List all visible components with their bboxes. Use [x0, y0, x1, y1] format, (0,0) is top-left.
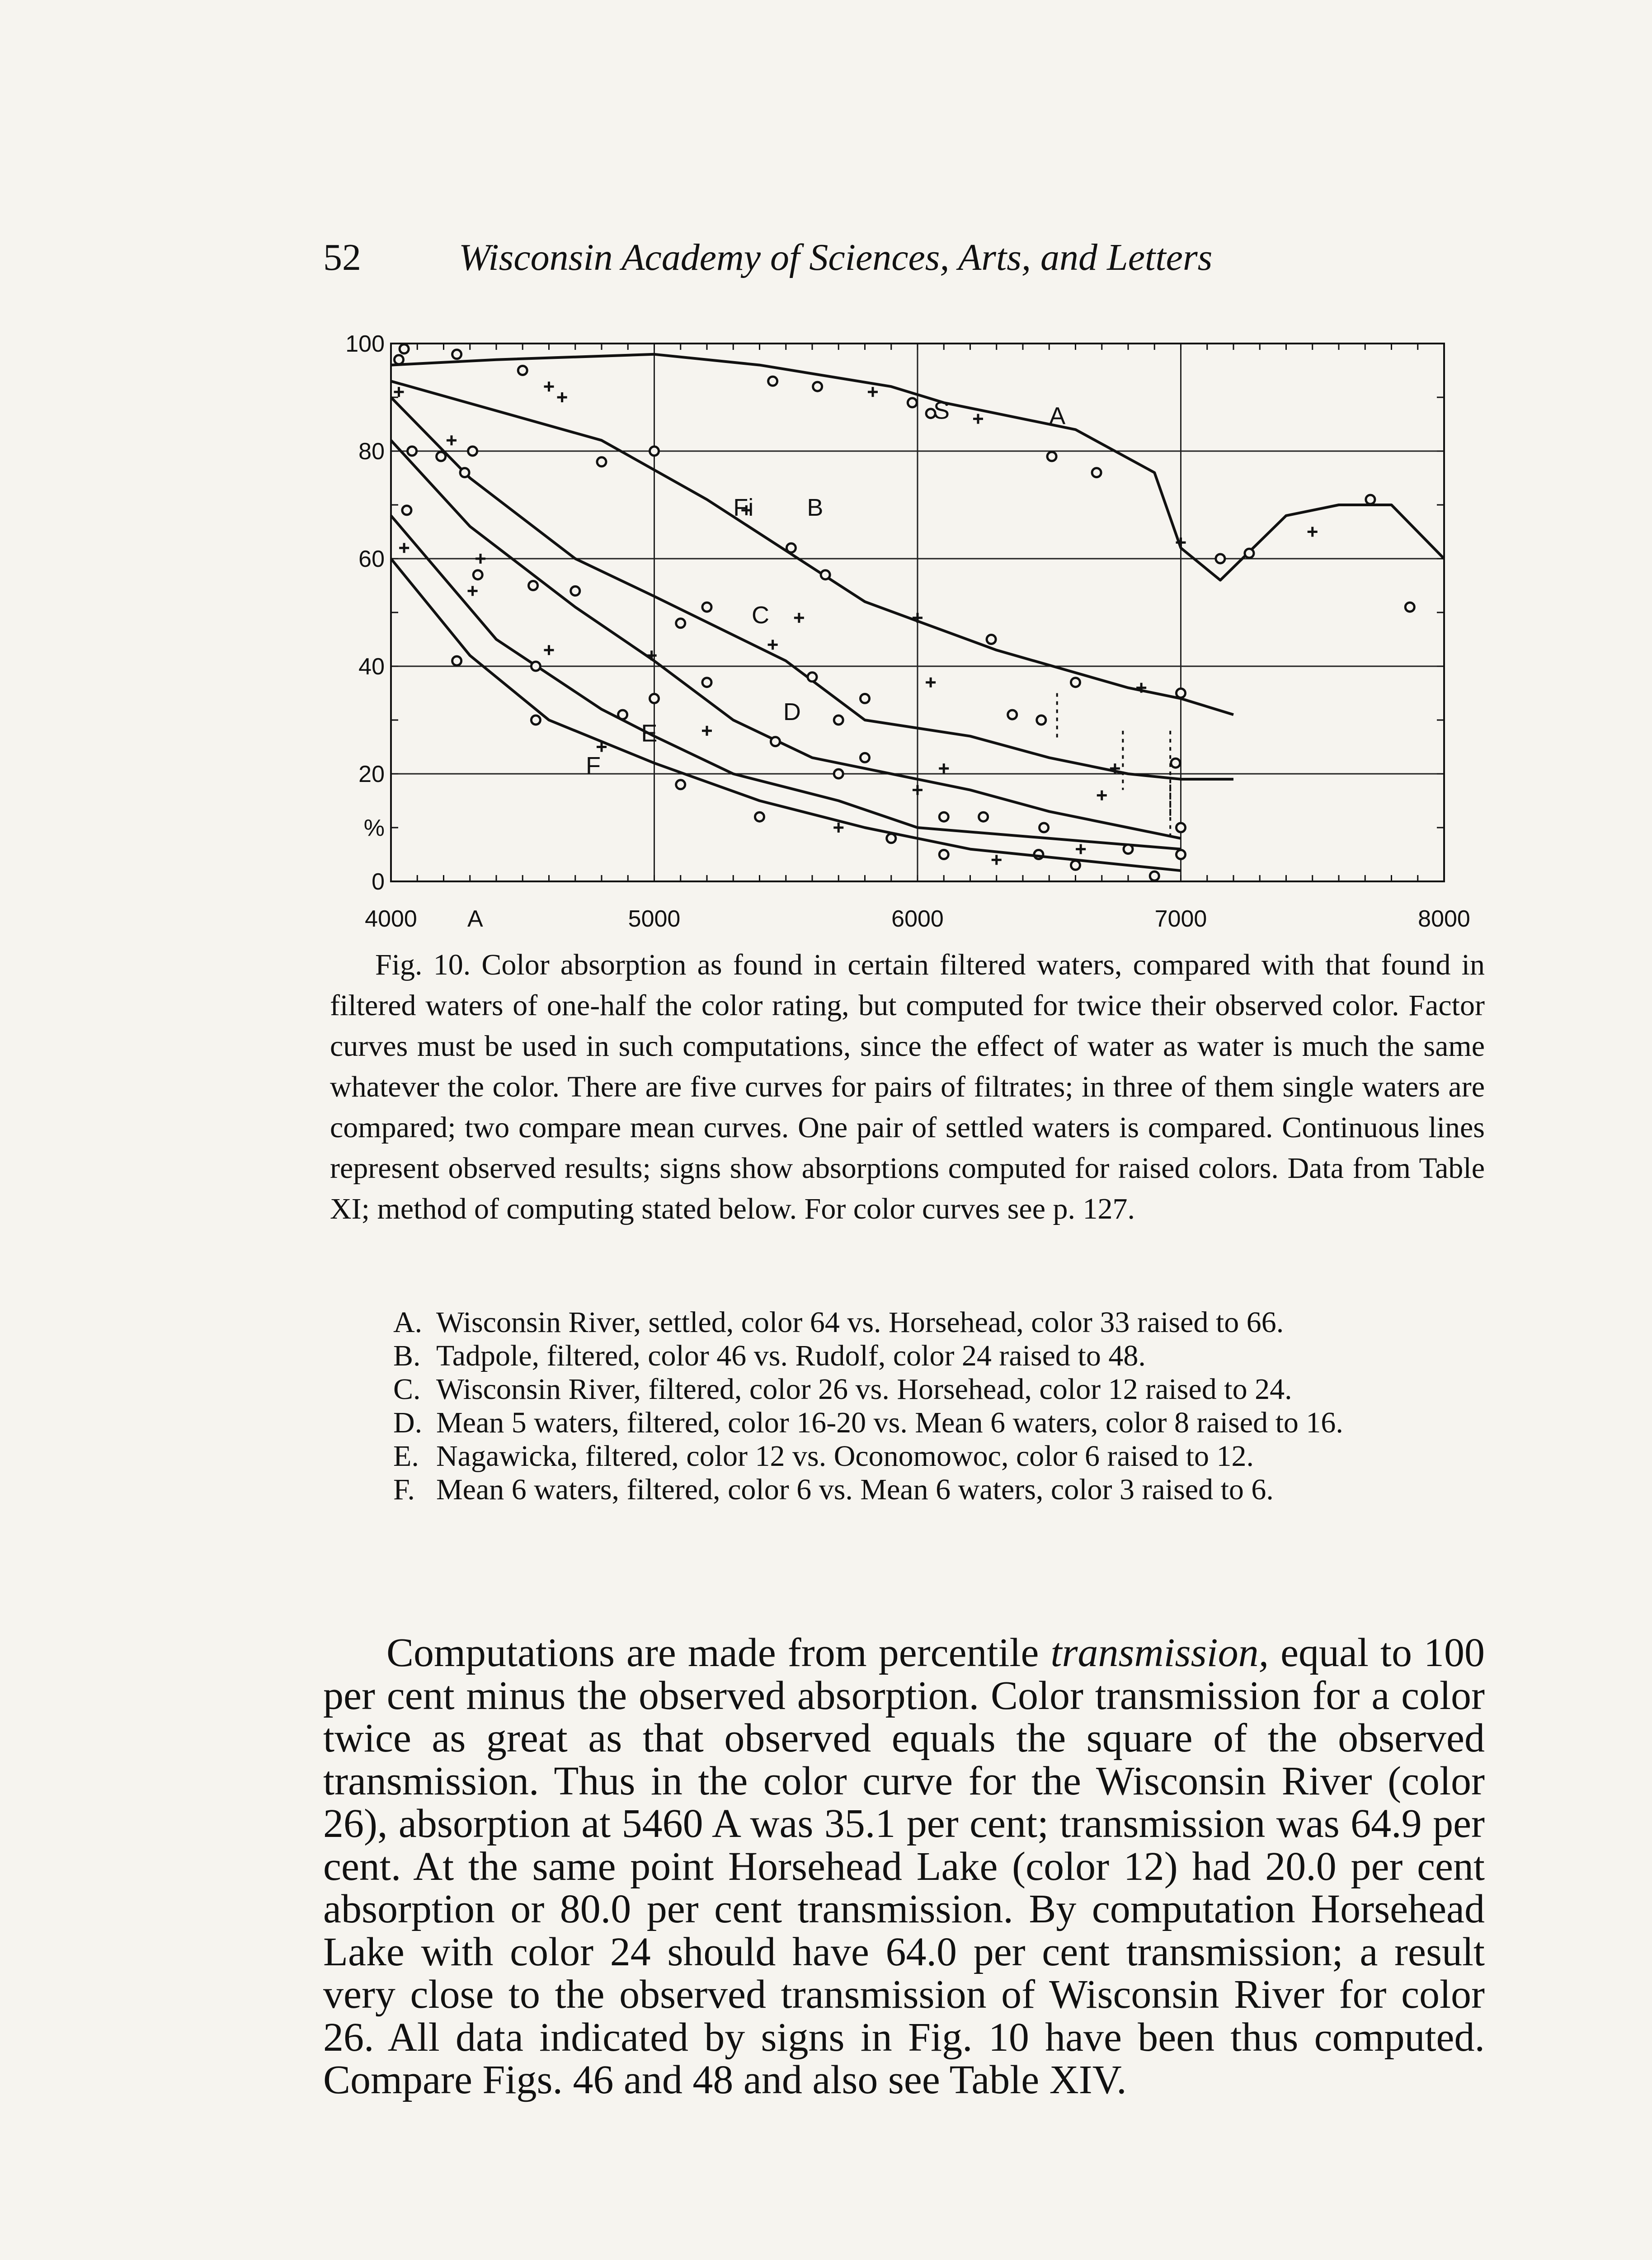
computed-point-circle: [1366, 495, 1375, 504]
curve-legend: [362, 1306, 1485, 1507]
computed-point-circle: [400, 344, 409, 353]
legend-item-a: [362, 1306, 1485, 1339]
computed-point-circle: [1047, 452, 1056, 461]
computed-point-cross: [394, 387, 404, 397]
x-tick-label: 4000: [365, 906, 417, 932]
computed-point-circle: [1150, 871, 1159, 880]
body-text: [323, 1632, 1485, 2102]
running-header: [323, 233, 1408, 282]
body-text-part1: Computations are made from percentile: [386, 1630, 1051, 1675]
computed-point-cross: [939, 763, 949, 773]
computed-point-circle: [768, 377, 777, 386]
figure-10: [323, 325, 1507, 949]
computed-point-cross: [702, 726, 712, 736]
computed-point-cross: [475, 554, 485, 564]
legend-label: A.: [393, 1306, 423, 1339]
computed-point-circle: [402, 506, 411, 515]
computed-point-cross: [794, 613, 804, 623]
computed-point-circle: [786, 543, 795, 552]
y-tick-label: 60: [358, 546, 385, 572]
x-tick-label: 6000: [891, 906, 944, 932]
computed-point-circle: [676, 780, 685, 789]
computed-point-circle: [571, 586, 580, 595]
computed-point-circle: [1071, 678, 1080, 687]
y-axis-label: %: [363, 815, 385, 841]
computed-point-circle: [1037, 716, 1046, 725]
legend-text: Wisconsin River, settled, color 64 vs. Horsehead, color 33 raised to 66.: [436, 1306, 1284, 1339]
computed-point-circle: [939, 850, 948, 859]
computed-point-cross: [1076, 844, 1086, 854]
absorption-chart: [323, 325, 1507, 949]
computed-point-circle: [1071, 861, 1080, 870]
curve-annotation-c: C: [752, 601, 770, 629]
computed-point-circle: [1008, 710, 1017, 719]
computed-point-cross: [913, 785, 922, 795]
curve-annotation-e: E: [641, 720, 658, 747]
computed-point-circle: [460, 468, 469, 477]
computed-point-circle: [531, 716, 540, 725]
curve-annotation-s: S: [933, 397, 950, 424]
legend-label: C.: [393, 1373, 421, 1406]
computed-point-cross: [833, 823, 843, 833]
computed-point-circle: [650, 694, 659, 703]
computed-point-circle: [452, 656, 461, 665]
y-tick-label: 80: [358, 438, 385, 465]
computed-point-cross: [1097, 791, 1107, 800]
caption-text: Fig. 10. Color absorption as found in certain filtered waters, compared with that found in filtered waters of one-half the color rating, but computed for twice their observed color. Factor curves must be used in such computations, since the effect of water as water is much the same whatever the color. There are five curves for pairs of filtrates; in three of them single waters are compared; two compare mean curves. One pair of settled waters is compared. Continuous lines represent observed results; signs show absorptions computed for raised colors. Data from Table XI; method of computing stated below. For color curves see p. 127.: [330, 948, 1485, 1225]
legend-item-f: [362, 1474, 1485, 1506]
legend-item-c: [362, 1373, 1485, 1406]
computed-point-circle: [1040, 823, 1049, 832]
computed-point-circle: [813, 382, 822, 391]
journal-title: Wisconsin Academy of Sciences, Arts, and Letters: [459, 236, 1213, 278]
computed-point-cross: [992, 855, 1002, 865]
body-emphasis: transmission,: [1050, 1630, 1269, 1675]
computed-point-circle: [1177, 689, 1186, 698]
curve-c-observed-line: [391, 397, 1233, 779]
body-text-part2: equal to 100 per cent minus the observed absorption. Color transmission for a color twice as great as that observed equals the square of the observed transmission. Thus in the color curve for the Wisconsin River (color 26), absorption at 5460 A was 35.1 per cent; transmission was 64.9 per cent. At the same point Horsehead Lake (color 12) had 20.0 per cent absorption or 80.0 per cent transmission. By computation Horsehead Lake with color 24 should have 64.0 per cent transmission; a result very close to the observed transmission of Wisconsin River for color 26. All data indicated by signs in Fig. 10 have been thus computed. Compare Figs. 46 and 48 and also see Table XIV.: [323, 1630, 1485, 2102]
legend-text: Mean 5 waters, filtered, color 16-20 vs. Mean 6 waters, color 8 raised to 16.: [436, 1406, 1343, 1439]
computed-point-circle: [1092, 468, 1101, 477]
computed-point-cross: [973, 414, 983, 424]
curve-annotation-d: D: [783, 698, 801, 725]
computed-point-circle: [1177, 823, 1186, 832]
y-tick-label: 100: [345, 331, 385, 357]
x-tick-label: 8000: [1418, 906, 1470, 932]
legend-item-e: [362, 1440, 1485, 1473]
legend-text: Mean 6 waters, filtered, color 6 vs. Mean 6 waters, color 3 raised to 6.: [436, 1473, 1274, 1506]
computed-point-circle: [408, 447, 417, 456]
y-tick-label: 0: [372, 869, 385, 895]
curve-annotation-f: F: [586, 752, 601, 779]
curve-d-observed-line: [391, 440, 1181, 838]
y-tick-label: 40: [358, 654, 385, 680]
legend-label: D.: [393, 1406, 423, 1439]
computed-point-circle: [529, 581, 538, 590]
computed-point-circle: [808, 673, 817, 682]
computed-point-cross: [399, 543, 409, 553]
x-unit-label: A: [467, 906, 483, 932]
computed-point-circle: [437, 452, 446, 461]
computed-point-circle: [821, 570, 830, 579]
computed-point-circle: [979, 812, 988, 821]
computed-point-circle: [834, 769, 843, 778]
computed-point-cross: [544, 381, 554, 391]
curve-annotation-fi: Fi: [733, 494, 754, 521]
computed-point-circle: [861, 694, 870, 703]
computed-point-cross: [868, 387, 878, 397]
computed-point-circle: [531, 662, 540, 671]
computed-point-circle: [834, 716, 843, 725]
computed-point-circle: [1124, 845, 1133, 854]
computed-point-circle: [1177, 850, 1186, 859]
legend-item-b: [362, 1340, 1485, 1372]
x-tick-label: 5000: [628, 906, 681, 932]
computed-point-circle: [618, 710, 627, 719]
legend-text: Tadpole, filtered, color 46 vs. Rudolf, color 24 raised to 48.: [436, 1339, 1146, 1372]
computed-point-circle: [650, 447, 659, 456]
computed-point-circle: [1171, 758, 1180, 767]
computed-point-cross: [1308, 527, 1318, 537]
computed-point-circle: [908, 398, 917, 407]
curve-annotation-a: A: [1049, 402, 1066, 430]
computed-point-circle: [887, 834, 896, 843]
legend-text: Nagawicka, filtered, color 12 vs. Oconomowoc, color 6 raised to 12.: [436, 1440, 1254, 1473]
computed-point-circle: [987, 635, 996, 644]
computed-point-circle: [861, 753, 870, 762]
computed-point-circle: [452, 350, 461, 359]
page-number: 52: [323, 236, 361, 278]
computed-point-cross: [926, 678, 936, 687]
computed-point-cross: [468, 586, 478, 596]
computed-point-circle: [1216, 554, 1225, 563]
legend-item-d: [362, 1407, 1485, 1439]
computed-point-cross: [768, 640, 778, 650]
computed-point-circle: [518, 366, 527, 375]
curve-annotation-b: B: [807, 494, 824, 521]
computed-point-circle: [702, 603, 711, 612]
computed-point-circle: [939, 812, 948, 821]
computed-point-cross: [557, 392, 567, 402]
computed-point-cross: [447, 435, 457, 445]
computed-point-circle: [394, 355, 403, 364]
computed-point-circle: [473, 570, 482, 579]
figure-caption: [330, 945, 1485, 1229]
legend-label: F.: [393, 1473, 415, 1506]
legend-label: E.: [393, 1440, 419, 1473]
legend-text: Wisconsin River, filtered, color 26 vs. Horsehead, color 12 raised to 24.: [436, 1373, 1292, 1406]
computed-point-circle: [468, 447, 477, 456]
y-tick-label: 20: [358, 761, 385, 787]
x-tick-label: 7000: [1154, 906, 1207, 932]
curve-e-observed-line: [391, 516, 1181, 849]
legend-label: B.: [393, 1339, 421, 1372]
computed-point-circle: [1245, 549, 1254, 558]
body-paragraph: [323, 1632, 1485, 2102]
computed-point-circle: [597, 457, 606, 466]
curve-b-observed-line: [391, 381, 1233, 715]
computed-point-circle: [755, 812, 764, 821]
computed-point-circle: [702, 678, 711, 687]
computed-point-circle: [771, 737, 780, 746]
computed-point-cross: [544, 645, 554, 655]
computed-point-circle: [676, 619, 685, 628]
computed-point-circle: [1405, 603, 1414, 612]
